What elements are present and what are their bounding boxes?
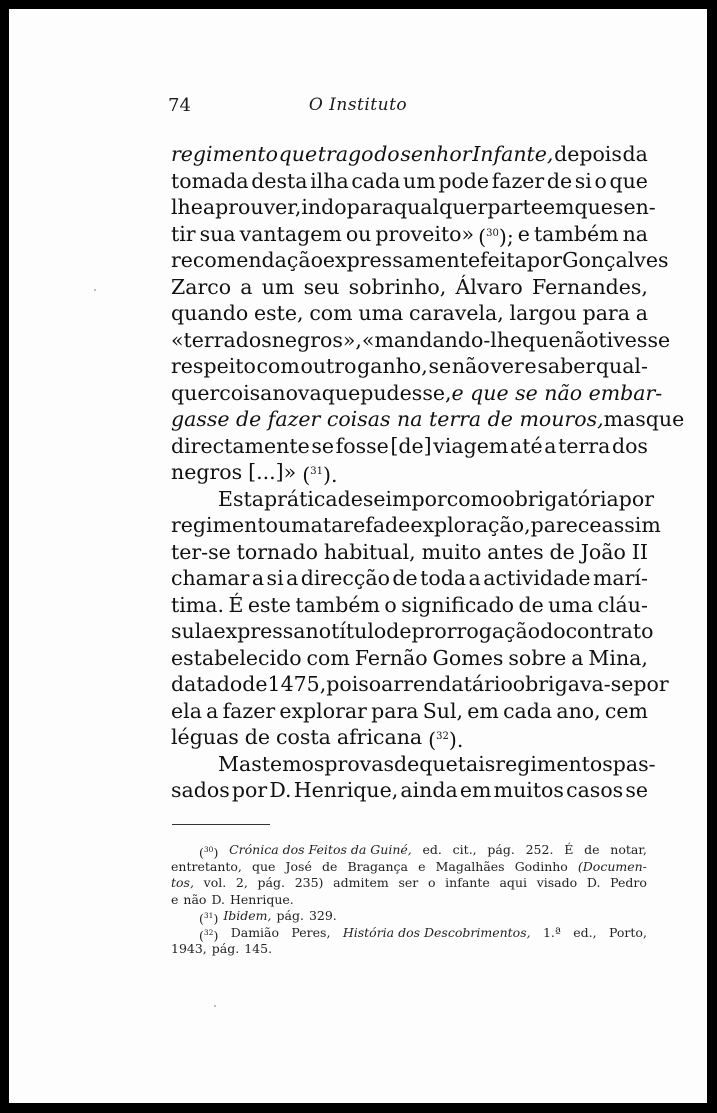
paragraph-2 xyxy=(171,486,669,752)
footnote-line: ($^{30}$) Crónica dos Feitos da Guiné, ed. cit., pág. 252. É de notar, xyxy=(199,842,647,860)
footnote-separator xyxy=(172,824,270,825)
paragraph-1 xyxy=(171,141,685,487)
footnote-ref-30: ($^{30}$); xyxy=(478,224,514,249)
page-number: 74 xyxy=(168,95,191,116)
footnote-ref-31: ($^{31}$). xyxy=(302,463,338,487)
footnote-line: e não D. Henrique. xyxy=(171,891,294,907)
footnote-line: tos, vol. 2, pág. 235) admitem ser o infante aqui visado D. Pedro xyxy=(171,875,647,890)
text-line: datado de 1475, pois o arrendatário obrigava-se por xyxy=(171,672,669,696)
running-title: O Instituto xyxy=(308,95,408,115)
main-text xyxy=(171,141,685,804)
footnote-line: 1943, pág. 145. xyxy=(171,941,273,956)
footnote-marker: ($^{32}$) xyxy=(199,927,219,943)
footnote-line: entretanto, que José de Bragança e Magalhães Godinho (Documen- xyxy=(171,858,647,874)
text-line: Mas temos provas de que tais regimentos pas- xyxy=(218,751,656,776)
text-line: Esta prática de se impor como obrigatória por xyxy=(218,486,654,511)
text-line: gasse de fazer coisas na terra de mouros, mas que xyxy=(171,407,685,431)
text-line: regimento uma tarefa de exploração, parece assim xyxy=(171,513,661,537)
text-line: negros [...]» ($^{31}$). xyxy=(171,460,338,487)
paper-speck xyxy=(214,1005,216,1007)
footnote-line: ($^{32}$) Damião Peres, História dos Descobrimentos, 1.ª ed., Porto, xyxy=(199,924,647,943)
text-line: tir sua vantagem ou proveito» ($^{30}$); e também na xyxy=(171,221,648,249)
text-line: tima. É este também o significado de uma cláu- xyxy=(171,592,648,617)
footnote-marker: ($^{31}$) xyxy=(199,911,219,926)
paper-speck xyxy=(94,289,96,291)
text-line: quer coisa nova que pudesse, e que se não embar- xyxy=(171,380,663,405)
footnote-line: ($^{31}$) Ibidem, pág. 329. xyxy=(199,908,337,926)
paragraph-3 xyxy=(171,751,656,804)
footnotes xyxy=(171,842,647,958)
text-line: tomada desta ilha cada um pode fazer de si o que xyxy=(171,168,648,193)
footnote-marker: ($^{30}$) xyxy=(199,845,219,860)
text-line: directamente se fosse [de] viagem até a terra dos xyxy=(171,433,648,458)
footnote-32 xyxy=(171,925,647,958)
text-line: ela a fazer explorar para Sul, em cada ano, cem xyxy=(171,698,648,723)
footnote-31 xyxy=(171,908,647,925)
text-line: respeito com outro ganho, se não ver e saber qual- xyxy=(171,354,648,378)
page-header xyxy=(9,95,707,119)
text-line: «terra dos negros», «mandando-lhe que não tivesse xyxy=(171,327,671,352)
footnote-30 xyxy=(171,842,647,908)
text-line: ter-se tornado habitual, muito antes de João II xyxy=(171,539,648,564)
text-line: léguas de costa africana ($^{32}$). xyxy=(171,725,464,752)
text-line: sula expressa no título de prorrogação do contrato xyxy=(171,619,654,643)
text-line: regimento que trago do senhor Infante, depois da xyxy=(171,142,648,166)
footnote-ref-32: ($^{32}$). xyxy=(428,728,464,752)
text-line: estabelecido com Fernão Gomes sobre a Mina, xyxy=(171,645,648,670)
text-line: sados por D. Henrique, ainda em muitos casos se xyxy=(171,778,648,802)
book-page xyxy=(9,9,707,1103)
text-line: quando este, com uma caravela, largou para a xyxy=(171,301,648,325)
text-line: chamar a si a direcção de toda a actividade marí- xyxy=(171,566,648,590)
text-line: lhe aprouver, indo para qualquer parte em que sen- xyxy=(171,195,656,219)
text-line: recomendação expressamente feita por Gonçalves xyxy=(171,248,669,272)
text-line: Zarco a um seu sobrinho, Álvaro Fernandes, xyxy=(171,274,648,299)
